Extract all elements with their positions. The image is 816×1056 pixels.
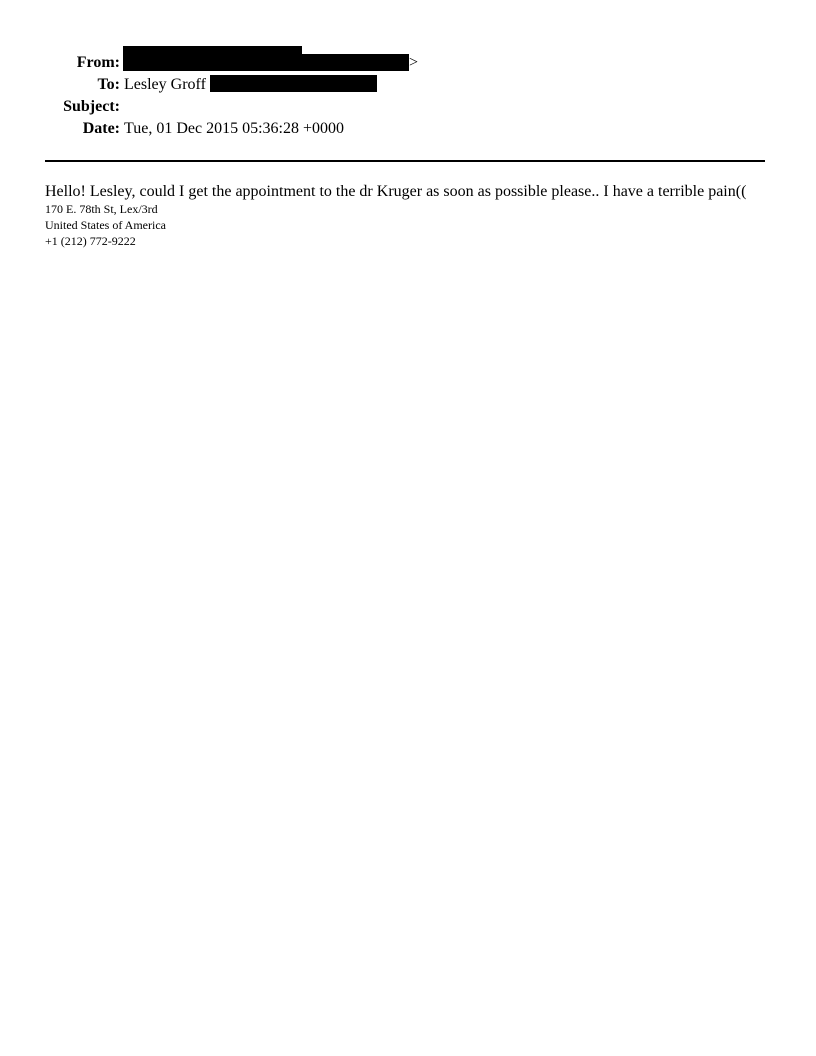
to-value: Lesley Groff — [124, 76, 206, 93]
signature-line: +1 (212) 772-9222 — [45, 234, 136, 248]
header-divider — [45, 160, 765, 162]
to-label: To: — [97, 76, 120, 93]
subject-label: Subject: — [63, 98, 120, 115]
signature-line: United States of America — [45, 218, 166, 232]
subject-row — [0, 97, 816, 117]
redaction-block — [123, 54, 409, 71]
signature-line: 170 E. 78th St, Lex/3rd — [45, 202, 158, 216]
date-label: Date: — [82, 120, 120, 137]
date-row — [0, 119, 816, 139]
from-address-close-bracket: > — [409, 54, 419, 71]
from-label: From: — [76, 54, 120, 71]
message-body: Hello! Lesley, could I get the appointment to the dr Kruger as soon as possible please.. I have a terrible pain(( — [45, 183, 747, 200]
date-value: Tue, 01 Dec 2015 05:36:28 +0000 — [124, 120, 344, 137]
to-row — [0, 75, 816, 95]
redaction-block — [210, 75, 377, 92]
